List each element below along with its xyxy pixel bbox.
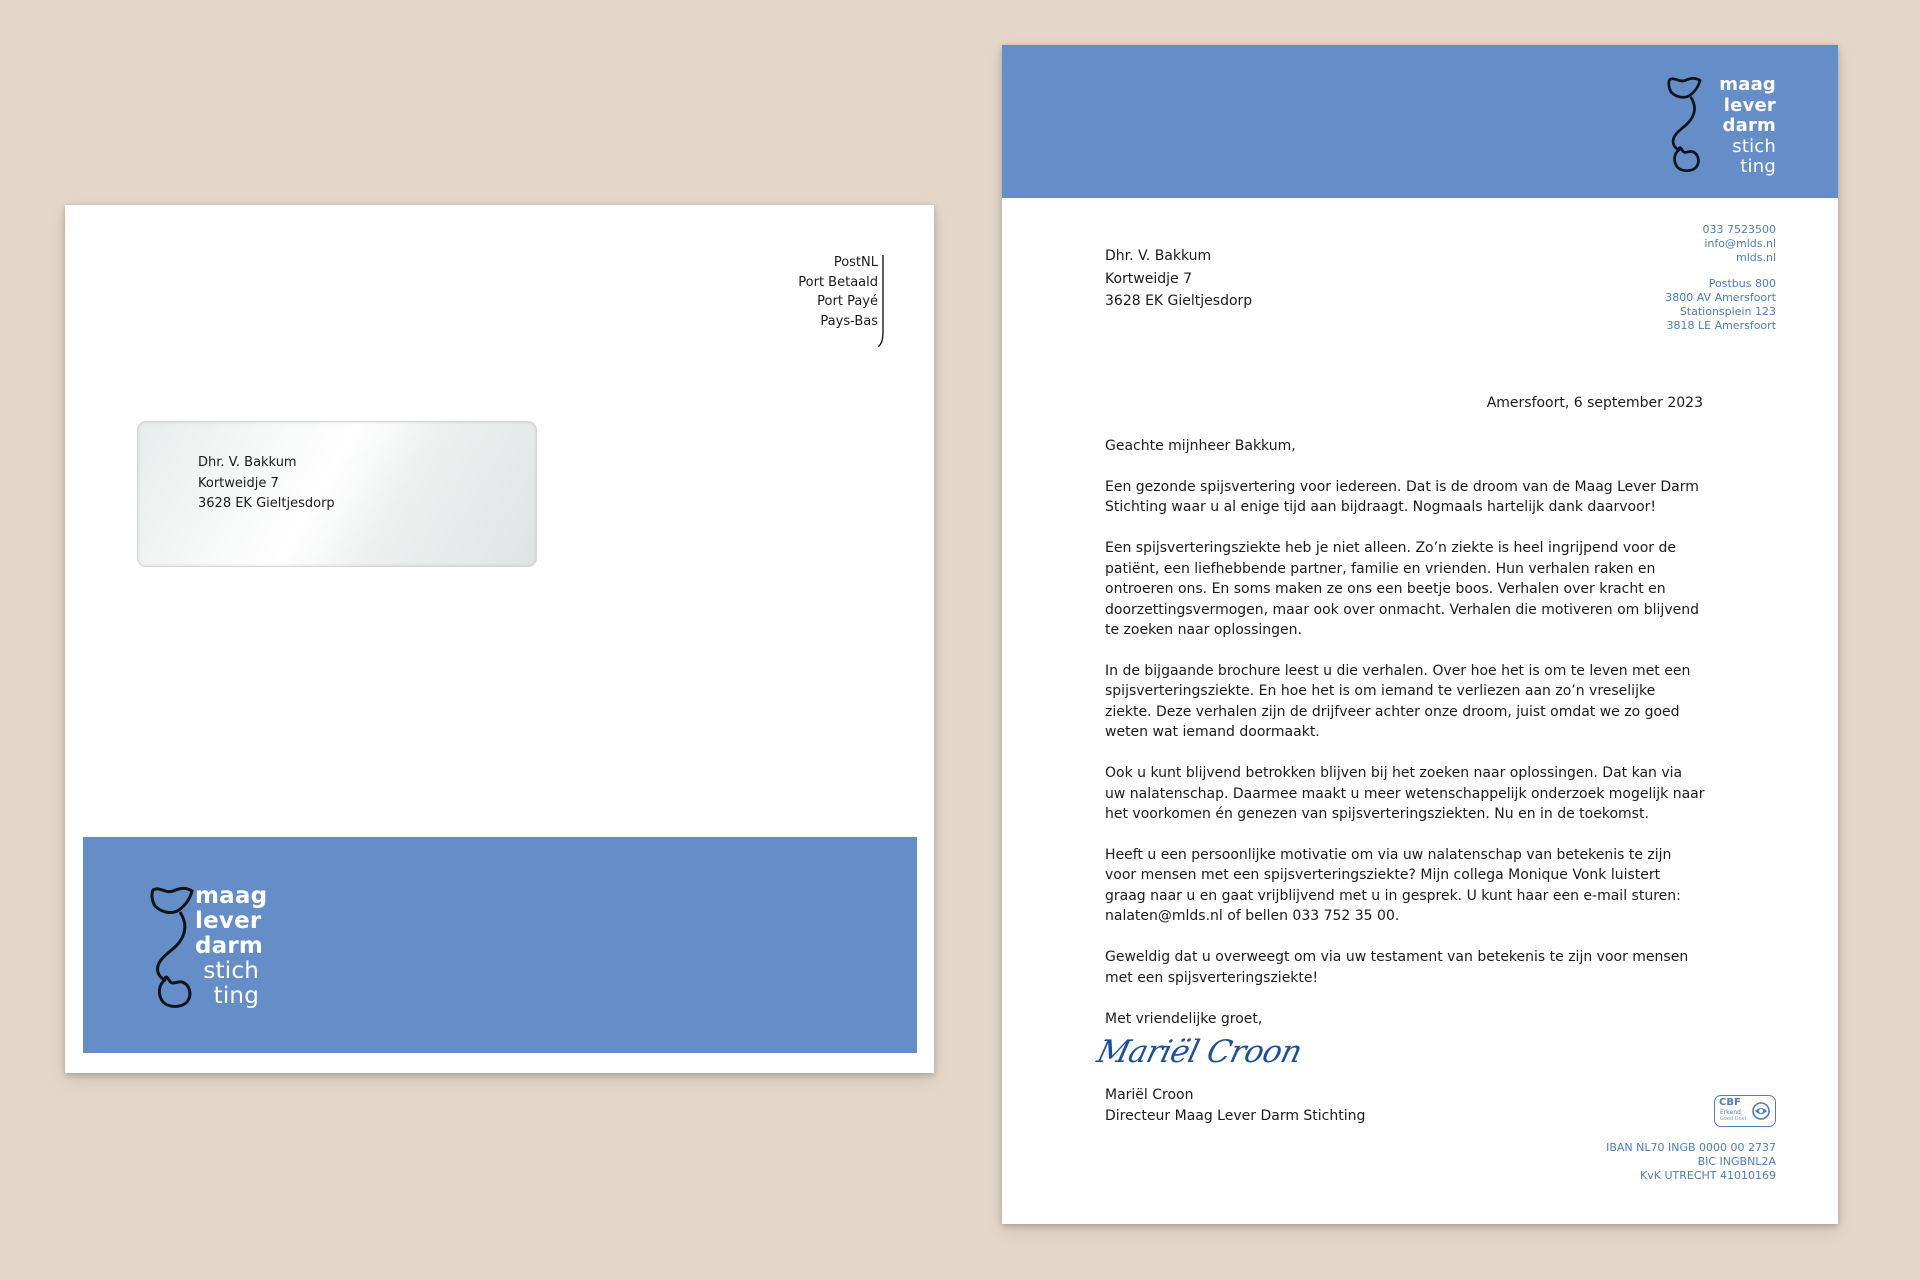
postage-bracket-icon [878,255,888,347]
wordmark-line: maag [195,883,268,909]
postage-line: Port Betaald [798,274,878,290]
bank-details [1606,1141,1776,1183]
signer-name: Mariël Croon [1105,1087,1194,1103]
brand-wordmark [195,883,268,1009]
body-paragraph: In de bijgaande brochure leest u die verhalen. Over hoe het is om te leven met een spijsverteringsziekte. En hoe het is om iemand te verliezen aan zo’n vreselijke ziekte. Deze verhalen zijn de drijfveer achter onze droom, juist omdat we zo goed weten wat iemand doormaakt. [1105,662,1691,741]
wordmark-line: lever [195,908,262,934]
contact-street: Stationsplein 123 [1679,305,1776,318]
letter-date: Amersfoort, 6 september 2023 [1486,395,1703,411]
contact-website: mlds.nl [1735,251,1776,264]
cbf-certification-badge [1714,1095,1776,1127]
address-line: 3628 EK Gieltjesdorp [198,496,335,511]
wordmark-line: darm [195,933,264,959]
contact-phone: 033 7523500 [1702,223,1776,236]
envelope-brand-band [83,837,917,1053]
sender-contact-block [1665,223,1776,333]
contact-postbus: Postbus 800 [1708,277,1776,290]
body-paragraph: Geweldig dat u overweegt om via uw testament van betekenis te zijn voor mensen met een spijsverteringsziekte! [1105,949,1689,986]
stomach-liver-intestine-logo-icon [1666,75,1706,175]
address-line: Dhr. V. Bakkum [198,455,297,470]
wordmark-line: ting [213,983,259,1009]
address-line: Dhr. V. Bakkum [1105,248,1212,264]
contact-street-city: 3818 LE Amersfoort [1666,319,1776,332]
closing: Met vriendelijke groet, [1105,1010,1263,1027]
wordmark-line: ting [1740,156,1776,177]
letter-brand-band [1002,45,1838,198]
bank-kvk: KvK UTRECHT 41010169 [1640,1169,1776,1182]
brand-logo [149,884,289,1012]
letter-recipient-address [1105,245,1252,313]
wordmark-line: lever [1723,94,1776,116]
postage-paid-mark [798,253,888,331]
address-window [137,421,537,567]
bank-iban: IBAN NL70 INGB 0000 00 2737 [1606,1141,1776,1154]
envelope-recipient-address [198,453,335,515]
postage-line: Port Payé [817,294,878,309]
envelope [65,205,934,1073]
postage-line: Pays-Bas [820,313,878,329]
brand-logo [1666,75,1776,185]
cbf-label: CBF [1719,1097,1741,1108]
address-line: 3628 EK Gieltjesdorp [1105,293,1253,309]
wordmark-line: maag [1719,74,1776,95]
postage-line: PostNL [833,255,878,270]
body-paragraph: Ook u kunt blijvend betrokken blijven bij het zoeken naar oplossingen. Dat kan via uw nalatenschap. Daarmee maakt u meer wetenschappelijk onderzoek mogelijk naar het voorkomen én genezen van spijsverteringsziekten. Nu en in de toekomst. [1105,765,1705,823]
cbf-sub2: Goed Doel [1720,1116,1747,1122]
body-paragraph: Een gezonde spijsvertering voor iedereen. Dat is de droom van de Maag Lever Darm Stichting waar u al enige tijd aan bijdraagt. Nogmaals hartelijk dank daarvoor! [1105,478,1699,516]
wordmark-line: stich [203,958,259,984]
wordmark-line: darm [1722,115,1776,136]
salutation: Geachte mijnheer Bakkum, [1105,438,1296,454]
contact-postbus-city: 3800 AV Amersfoort [1665,291,1776,304]
cbf-sub: Erkend [1720,1109,1741,1116]
contact-email: info@mlds.nl [1704,237,1776,250]
cbf-eye-icon [1751,1101,1771,1121]
bank-bic: BIC INGBNL2A [1697,1155,1776,1168]
address-line: Kortweidje 7 [198,475,279,491]
brand-wordmark [1712,75,1776,178]
body-paragraph: Een spijsverteringsziekte heb je niet alleen. Zo’n ziekte is heel ingrijpend voor de patiënt, een liefhebbende partner, familie en vrienden. Hun verhalen raken en ontroeren ons. En soms maken ze ons een beetje boos. Verhalen over kracht en doorzettingsvermogen, maar ook over onmacht. Verhalen die motiveren om blijvend te zoeken naar oplossingen. [1105,540,1699,639]
letter-body [1105,436,1705,1049]
handwritten-signature: Mariël Croon [1093,1034,1306,1070]
signer-title: Directeur Maag Lever Darm Stichting [1105,1108,1366,1124]
address-line: Kortweidje 7 [1105,270,1192,287]
signer-block [1105,1085,1365,1127]
wordmark-line: stich [1732,135,1776,157]
body-paragraph: Heeft u een persoonlijke motivatie om via uw nalatenschap van betekenis te zijn voor mensen met een spijsverteringsziekte? Mijn collega Monique Vonk luistert graag naar u en gaat vrijblijvend met u in gesprek. U kunt haar een e-mail sturen: nalaten@mlds.nl of bellen 033 752 35 00. [1105,846,1681,925]
letter-page [1002,45,1838,1224]
stomach-liver-intestine-logo-icon [149,884,199,1012]
